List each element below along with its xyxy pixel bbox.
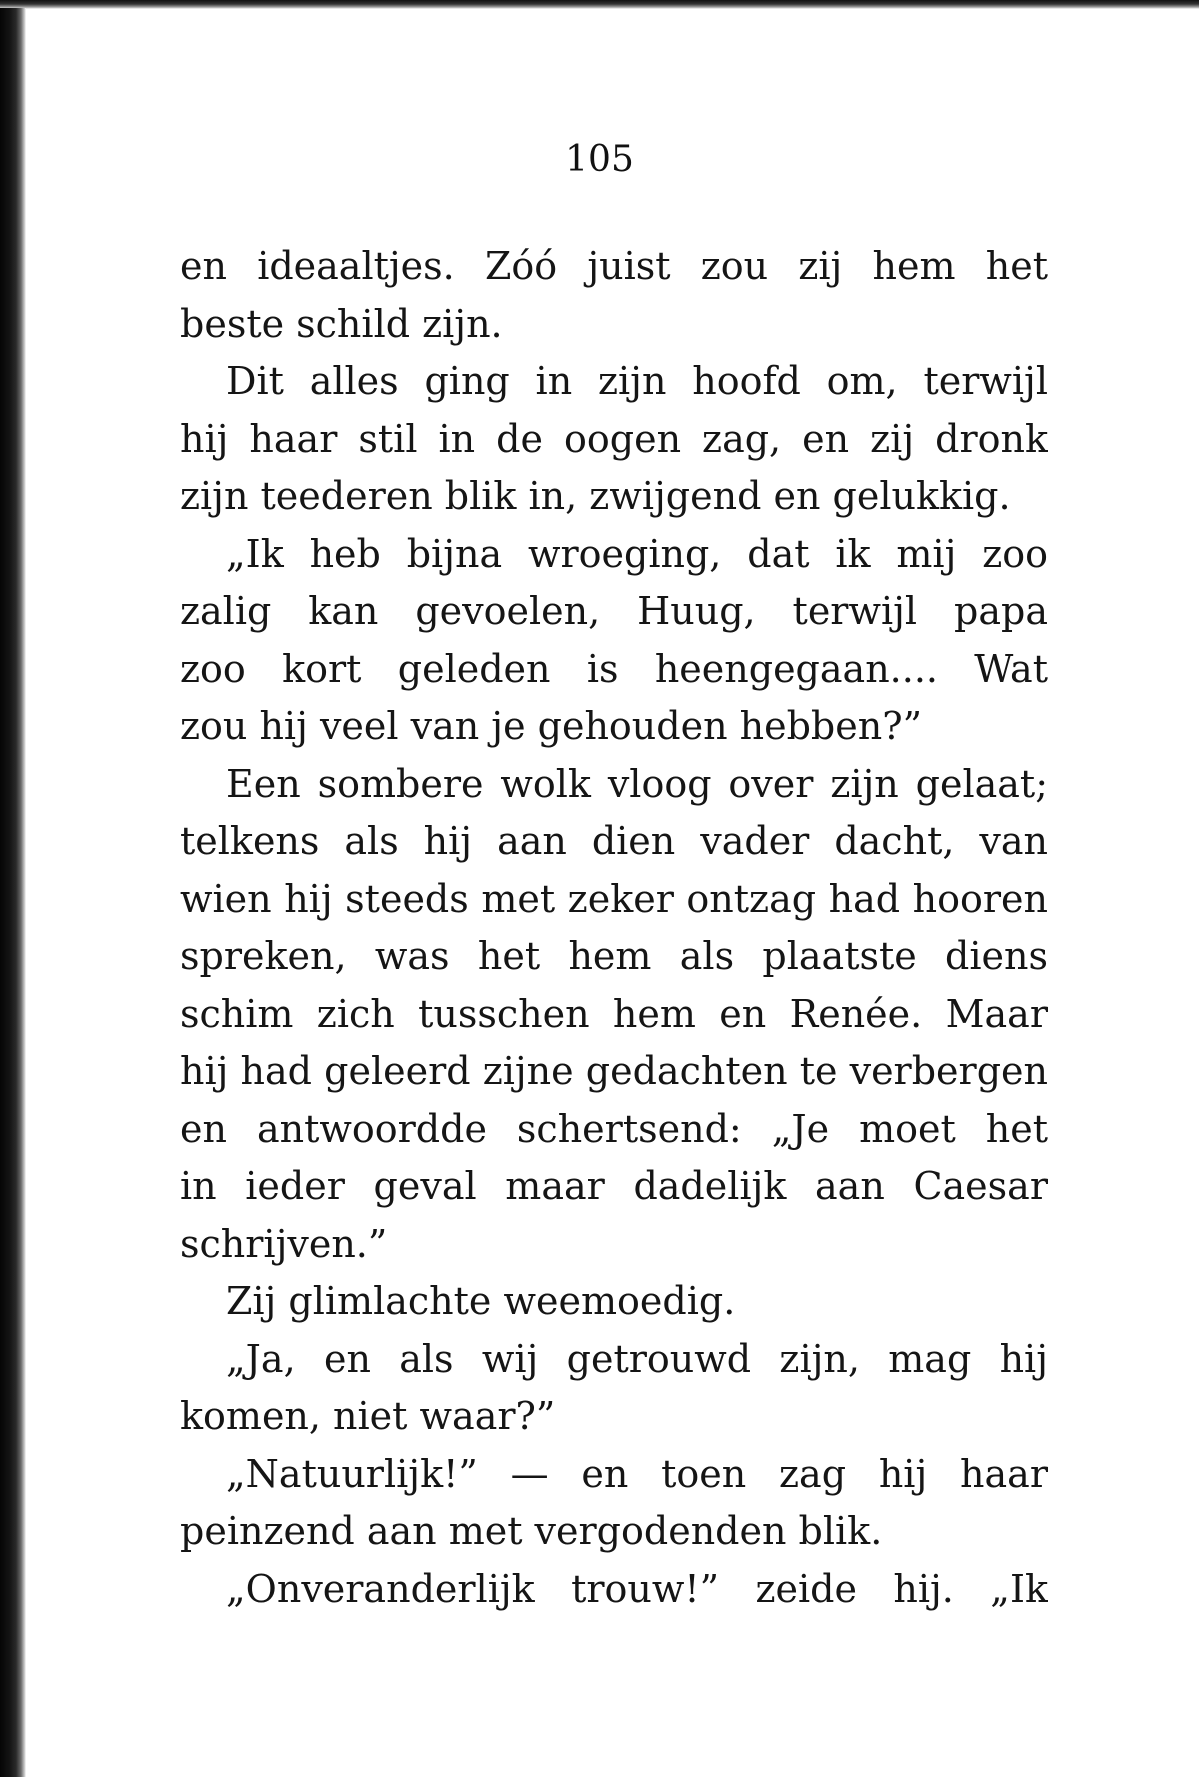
- text-line: en ideaaltjes. Zóó juist zou zij hem het: [180, 244, 1048, 288]
- text-line: „Onveranderlijk trouw!” zeide hij. „Ik: [226, 1566, 1048, 1611]
- text-line: spreken, was het hem als plaatste diens: [180, 934, 1048, 978]
- text-line: schim zich tusschen hem en Renée. Maar: [180, 991, 1048, 1036]
- text-line: in ieder geval maar dadelijk aan Caesar: [180, 1164, 1048, 1208]
- page-number: 105: [565, 139, 634, 180]
- scan-binding-edge: [0, 8, 26, 1777]
- text-line: peinzend aan met vergodenden blik.: [180, 1509, 883, 1553]
- text-line: zoo kort geleden is heengegaan.... Wat: [180, 646, 1048, 691]
- text-line: hij haar stil in de oogen zag, en zij dronk: [180, 416, 1048, 461]
- text-line: en antwoordde schertsend: „Je moet het: [180, 1106, 1048, 1151]
- text-line: zijn teederen blik in, zwijgend en gelukkig.: [180, 474, 1011, 518]
- text-line: telkens als hij aan dien vader dacht, van: [180, 819, 1048, 863]
- text-line: „Ja, en als wij getrouwd zijn, mag hij: [226, 1336, 1048, 1381]
- text-line: komen, niet waar?”: [180, 1394, 556, 1438]
- text-line: Een sombere wolk vloog over zijn gelaat;: [226, 761, 1048, 806]
- text-line: Zij glimlachte weemoedig.: [226, 1279, 736, 1323]
- text-line: Dit alles ging in zijn hoofd om, terwijl: [226, 359, 1048, 403]
- text-line: beste schild zijn.: [180, 301, 503, 346]
- text-line: zou hij veel van je gehouden hebben?”: [180, 704, 923, 748]
- text-line: „Natuurlijk!” — en toen zag hij haar: [226, 1451, 1048, 1496]
- text-line: hij had geleerd zijne gedachten te verbergen: [180, 1049, 1048, 1093]
- body-text: [180, 238, 1048, 1618]
- text-line: schrijven.”: [180, 1221, 388, 1266]
- scan-top-edge: [0, 0, 1199, 9]
- text-line: wien hij steeds met zeker ontzag had hooren: [180, 876, 1048, 921]
- text-line: zalig kan gevoelen, Huug, terwijl papa: [180, 589, 1048, 633]
- text-line: „Ik heb bijna wroeging, dat ik mij zoo: [226, 531, 1048, 576]
